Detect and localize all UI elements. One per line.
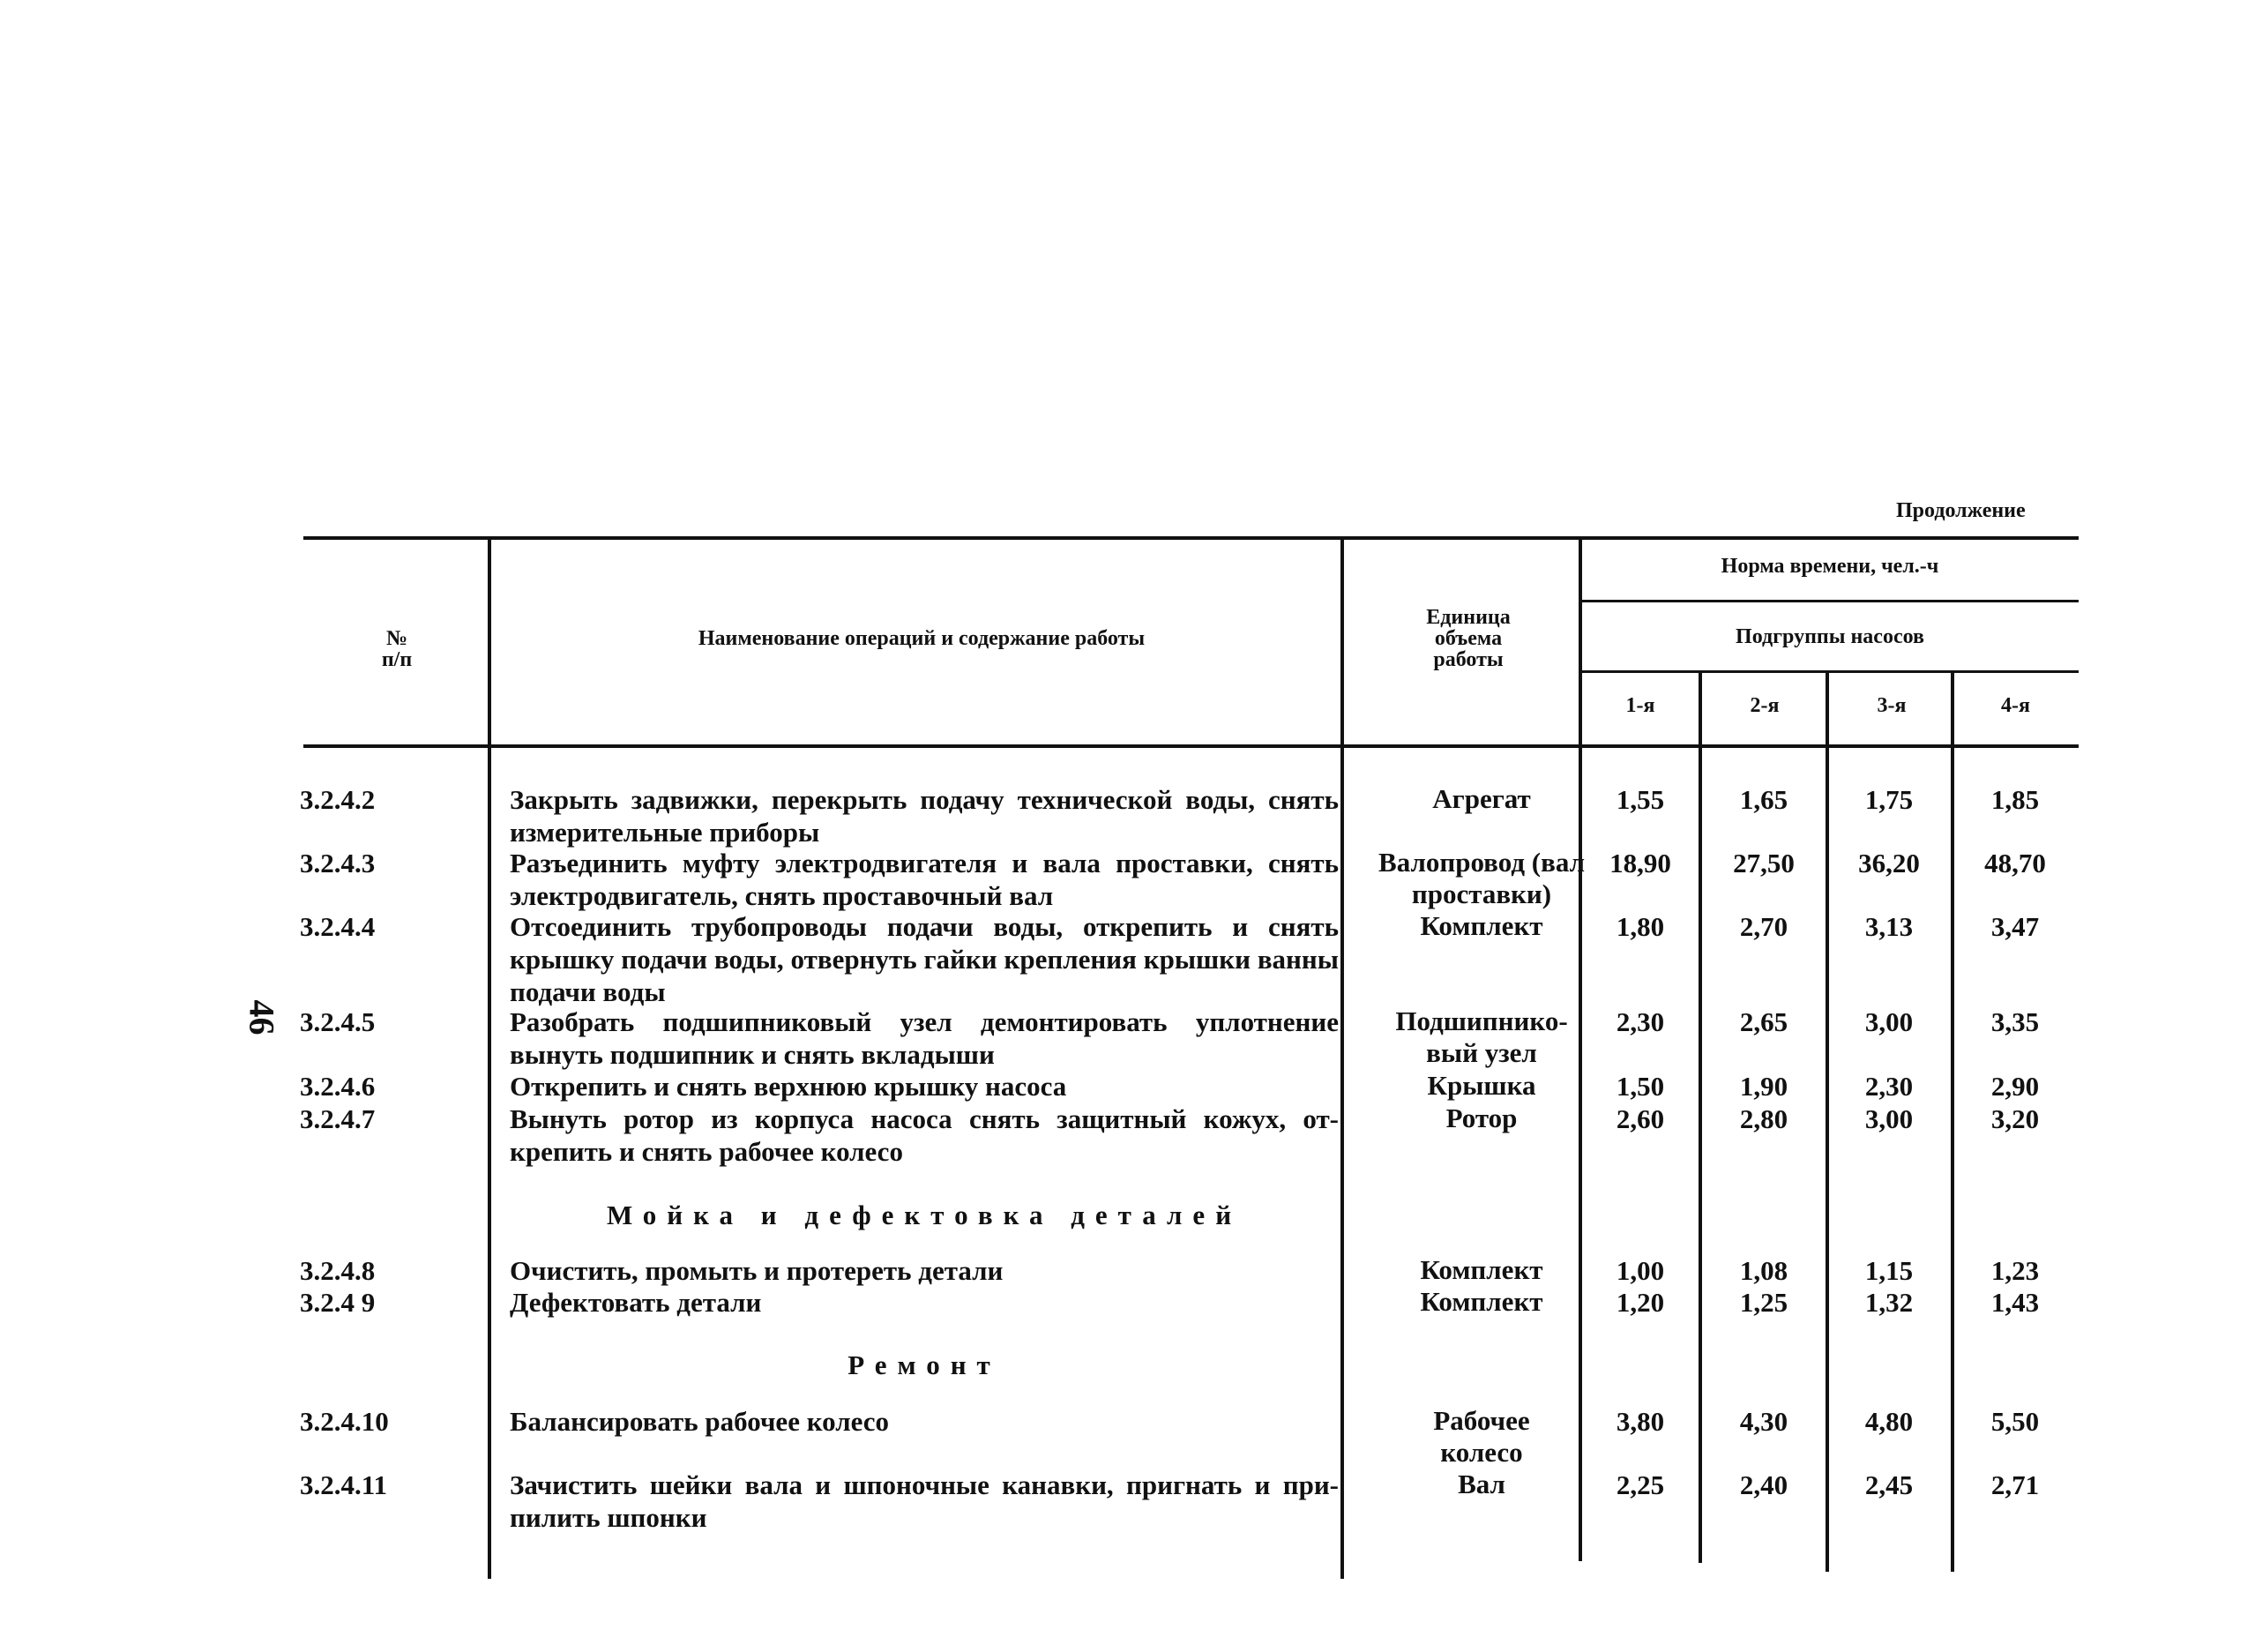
row-value: 27,50 <box>1733 848 1795 878</box>
row-value: 2,30 <box>1864 1071 1914 1102</box>
col-divider-1 <box>488 538 491 1579</box>
header-subgroup-2: 2-я <box>1750 694 1780 717</box>
row-value: 3,20 <box>1990 1103 2040 1134</box>
row-num: 3.2.4.6 <box>300 1071 376 1102</box>
row-value: 4,80 <box>1864 1406 1914 1437</box>
row-value: 1,85 <box>1990 784 2040 815</box>
row-num: 3.2.4.3 <box>300 848 376 878</box>
row-value: 48,70 <box>1984 848 2046 878</box>
section-title-repair: Ремонт <box>847 1349 1001 1380</box>
row-unit: Рабочее колесо <box>1433 1405 1530 1468</box>
row-value: 3,00 <box>1864 1103 1914 1134</box>
row-value: 2,30 <box>1616 1006 1665 1037</box>
row-value: 1,50 <box>1616 1071 1665 1102</box>
row-value: 2,71 <box>1990 1469 2040 1500</box>
row-num: 3.2.4.11 <box>300 1469 388 1500</box>
row-value: 1,08 <box>1739 1255 1788 1286</box>
row-value: 1,43 <box>1990 1287 2040 1318</box>
row-value: 2,65 <box>1739 1006 1788 1037</box>
row-value: 1,25 <box>1739 1287 1788 1318</box>
row-unit: Валопровод (вал проставки) <box>1378 847 1585 909</box>
row-value: 18,90 <box>1609 848 1671 878</box>
row-unit: Подшипнико-вый узел <box>1395 1005 1568 1068</box>
row-unit: Комплект <box>1420 1286 1543 1317</box>
row-value: 5,50 <box>1990 1406 2040 1437</box>
header-col-name: Наименование операций и содержание работы <box>698 627 1146 650</box>
row-value: 2,80 <box>1739 1103 1788 1134</box>
col-divider-5 <box>1826 672 1829 1572</box>
section-title-washing: Мойка и дефектовка деталей <box>606 1200 1243 1230</box>
header-subgroup-3: 3-я <box>1877 694 1907 717</box>
row-value: 3,80 <box>1616 1406 1665 1437</box>
row-value: 4,30 <box>1739 1406 1788 1437</box>
row-value: 3,47 <box>1990 911 2040 942</box>
row-value: 1,20 <box>1616 1287 1665 1318</box>
col-divider-6 <box>1951 672 1954 1572</box>
header-subgroups-title: Подгруппы насосов <box>1736 625 1924 648</box>
header-bottom-rule <box>303 744 2079 748</box>
row-num: 3.2.4.5 <box>300 1006 376 1037</box>
row-desc: Разъединить муфту электродвигателя и вала проставки, снять электродвигатель, снять проставочный вал <box>510 848 1339 911</box>
row-value: 1,65 <box>1739 784 1788 815</box>
row-desc: Разобрать подшипниковый узел демонтировать уплотнение вынуть подшипник и снять вкладыши <box>510 1006 1339 1070</box>
row-unit: Комплект <box>1420 1254 1543 1285</box>
row-desc: Открепить и снять верхнюю крышку насоса <box>510 1071 1067 1102</box>
row-desc: Вынуть ротор из корпуса насоса снять защитный кожух, от-крепить и снять рабочее колесо <box>510 1103 1339 1167</box>
row-value: 3,00 <box>1864 1006 1914 1037</box>
header-col-num: № п/п <box>381 627 413 671</box>
row-value: 2,60 <box>1616 1103 1665 1134</box>
row-num: 3.2.4.7 <box>300 1103 376 1134</box>
col-divider-2 <box>1340 538 1344 1579</box>
row-value: 2,40 <box>1739 1469 1788 1500</box>
row-num: 3.2.4.10 <box>300 1406 389 1437</box>
row-desc: Дефектовать детали <box>510 1287 762 1318</box>
row-value: 2,70 <box>1739 911 1788 942</box>
row-unit: Крышка <box>1427 1070 1536 1101</box>
header-norm-title: Норма времени, чел.-ч <box>1721 555 1939 578</box>
row-value: 1,00 <box>1616 1255 1665 1286</box>
row-unit: Вал <box>1458 1469 1505 1499</box>
row-desc: Отсоединить трубопроводы подачи воды, открепить и снять крышку подачи воды, отвернуть гайки крепления крышки ванны подачи воды <box>510 911 1339 1007</box>
row-value: 2,90 <box>1990 1071 2040 1102</box>
row-value: 1,75 <box>1864 784 1914 815</box>
row-unit: Агрегат <box>1432 783 1531 814</box>
row-num: 3.2.4.4 <box>300 911 376 942</box>
header-subgroup-1: 1-я <box>1625 694 1655 717</box>
row-value: 36,20 <box>1858 848 1920 878</box>
row-unit: Ротор <box>1445 1103 1518 1133</box>
row-desc: Закрыть задвижки, перекрыть подачу технической воды, снять измерительные приборы <box>510 784 1339 848</box>
row-value: 1,55 <box>1616 784 1665 815</box>
row-num: 3.2.4.8 <box>300 1255 376 1286</box>
row-unit: Комплект <box>1420 910 1543 941</box>
row-desc: Зачистить шейки вала и шпоночные канавки, пригнать и при-пилить шпонки <box>510 1469 1339 1533</box>
row-value: 1,90 <box>1739 1071 1788 1102</box>
row-num: 3.2.4.2 <box>300 784 376 815</box>
row-desc: Балансировать рабочее колесо <box>510 1406 890 1437</box>
header-col-unit: Единица объема работы <box>1426 606 1511 671</box>
row-num: 3.2.4 9 <box>300 1287 376 1318</box>
row-value: 3,35 <box>1990 1006 2040 1037</box>
header-subgroup-4: 4-я <box>2001 694 2030 717</box>
row-value: 3,13 <box>1864 911 1914 942</box>
page-number: 46 <box>242 999 282 1035</box>
continuation-label: Продолжение <box>1896 499 2026 522</box>
row-desc: Очистить, промыть и протереть детали <box>510 1255 1004 1286</box>
row-value: 1,15 <box>1864 1255 1914 1286</box>
row-value: 2,45 <box>1864 1469 1914 1500</box>
row-value: 2,25 <box>1616 1469 1665 1500</box>
norm-rule <box>1579 600 2079 602</box>
row-value: 1,32 <box>1864 1287 1914 1318</box>
row-value: 1,80 <box>1616 911 1665 942</box>
table-top-rule <box>303 536 2079 540</box>
col-divider-4 <box>1699 672 1702 1563</box>
row-value: 1,23 <box>1990 1255 2040 1286</box>
